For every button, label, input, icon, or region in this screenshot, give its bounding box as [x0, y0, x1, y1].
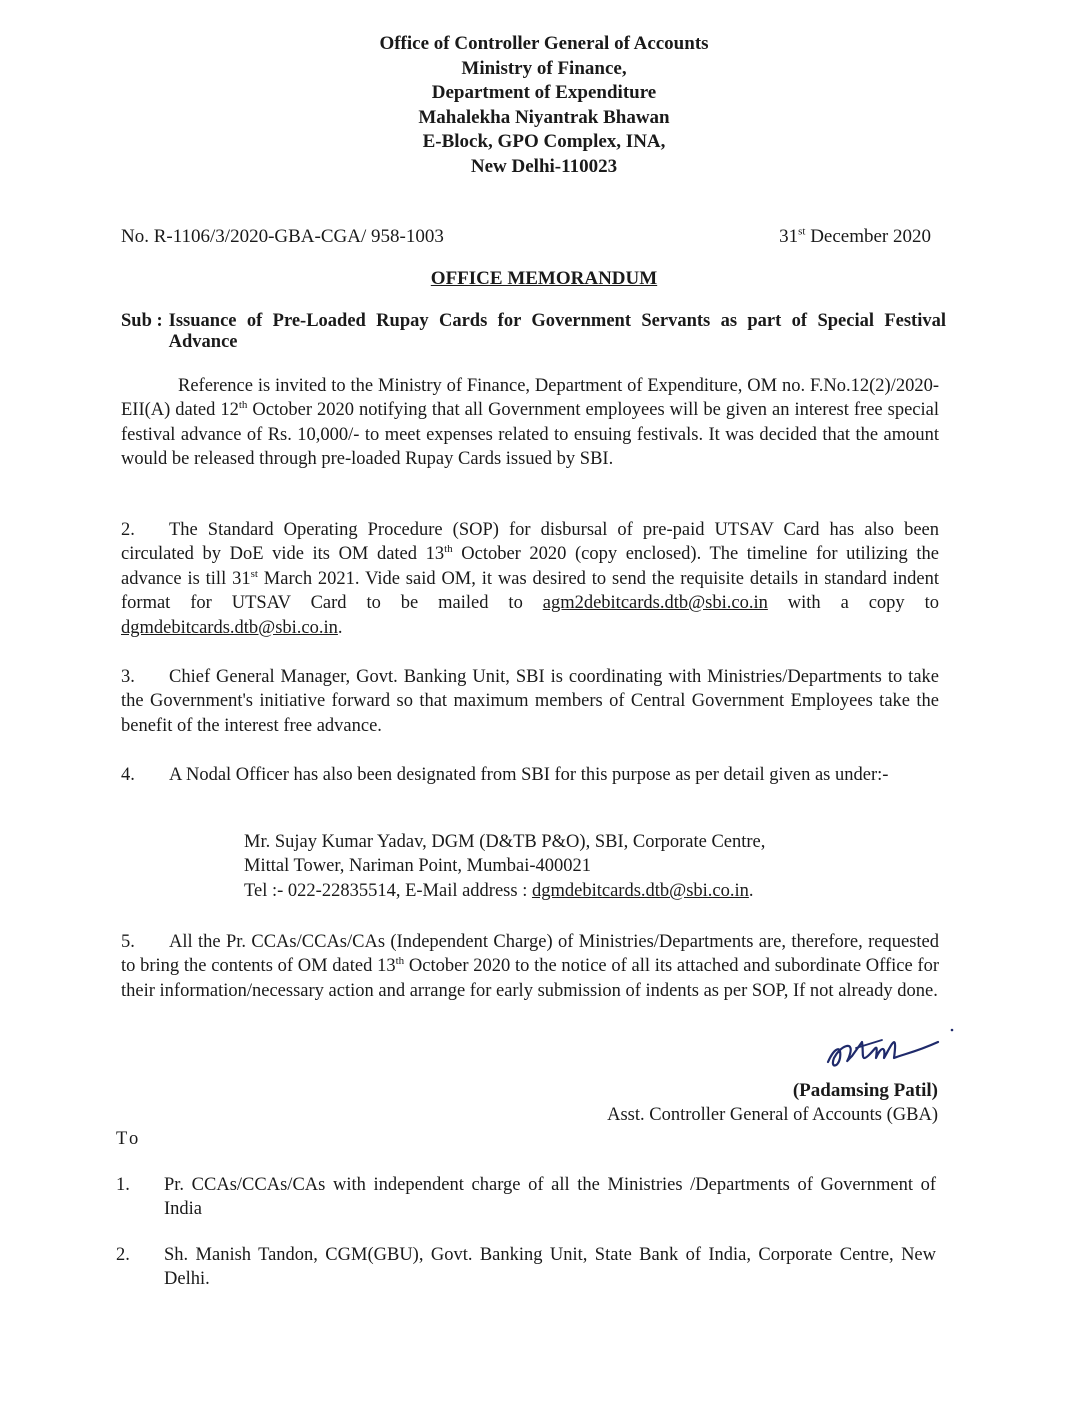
ordinal-suffix: st: [250, 567, 258, 580]
subject-line: [121, 311, 946, 353]
letterhead-line: Department of Expenditure: [431, 82, 657, 103]
date-day: 31: [779, 226, 799, 247]
recipient-text: Pr. CCAs/CCAs/CAs with independent charge of all the Ministries /Departments of Government of India: [164, 1175, 936, 1220]
paragraph-number: 5.: [121, 932, 135, 952]
paragraph-2: [121, 518, 939, 640]
nodal-email-link[interactable]: dgmdebitcards.dtb@sbi.co.in: [531, 880, 749, 901]
paragraph-number: 3.: [121, 667, 135, 687]
paragraph-3: [121, 665, 939, 738]
letterhead-line: E-Block, GPO Complex, INA,: [422, 131, 666, 152]
paragraph-text: Reference is invited to the Ministry of Finance, Department of Expenditure, OM no. F.No.12(2)/2020-EII(A) dated 12: [121, 376, 939, 421]
letterhead: [0, 32, 1088, 179]
nodal-officer-details: [244, 830, 884, 903]
date-suffix: st: [798, 225, 806, 238]
paragraph-text: October 2020 to the notice of all its attached and subordinate Office for their information/necessary action and arrange for early submission of indents as per SOP, If not already done.: [121, 956, 939, 1001]
email-link-dgm[interactable]: dgmdebitcards.dtb@sbi.co.in: [121, 617, 338, 638]
paragraph-text: October 2020 (copy enclosed). The timeline for utilizing the advance is till 31: [121, 544, 939, 589]
paragraph-1: [121, 374, 939, 472]
paragraph-text: March 2021. Vide said OM, it was desired to send the requisite details in standard indent format for UTSAV Card to be mailed to: [121, 568, 939, 614]
paragraph-number: 2.: [121, 520, 135, 540]
paragraph-text: The Standard Operating Procedure (SOP) for disbursal of pre-paid UTSAV Card has also been circulated by DoE vide its OM dated 13: [121, 520, 939, 565]
letterhead-line: Office of Controller General of Accounts: [379, 33, 709, 54]
nodal-period: .: [748, 880, 754, 901]
letterhead-line: New Delhi-110023: [470, 155, 618, 177]
paragraph-number: 4.: [121, 765, 135, 785]
paragraph-text: with a copy to: [767, 593, 939, 614]
paragraph-text: A Nodal Officer has also been designated from SBI for this purpose as per detail given as under:-: [169, 765, 889, 785]
ordinal-suffix: th: [444, 543, 453, 556]
nodal-contact: Tel :- 022-22835514, E-Mail address :: [244, 880, 532, 901]
to-label: To: [116, 1129, 142, 1149]
handwritten-signature: [820, 1018, 960, 1078]
subject-label: Sub :: [121, 311, 163, 331]
paragraph-text: October 2020 notifying that all Government employees will be given an interest free special festival advance of Rs. 10,000/- to meet expenses related to ensuing festivals. It was decided that the amount would be released through pre-loaded Rupay Cards issued by SBI.: [121, 400, 940, 470]
signatory-designation: Asst. Controller General of Accounts (GBA): [607, 1105, 938, 1125]
paragraph-text: Chief General Manager, Govt. Banking Unit, SBI is coordinating with Ministries/Departments to take the Government's initiative forward so that maximum members of Central Government Employees take the benefit of the interest free advance.: [121, 667, 939, 736]
paragraph-text: All the Pr. CCAs/CCAs/CAs (Independent Charge) of Ministries/Departments are, therefore, requested to bring the contents of OM dated 13: [121, 932, 939, 977]
paragraph-text: .: [337, 617, 343, 638]
date-month-year: December 2020: [805, 226, 931, 247]
memo-title: OFFICE MEMORANDUM: [430, 268, 658, 289]
ordinal-suffix: th: [395, 955, 405, 968]
recipient-item: [116, 1243, 936, 1292]
recipient-number: 1.: [116, 1175, 130, 1195]
paragraph-4: [121, 763, 939, 787]
letterhead-line: Ministry of Finance,: [461, 57, 627, 79]
paragraph-5: [121, 930, 939, 1003]
ordinal-suffix: th: [238, 399, 248, 412]
recipient-text: Sh. Manish Tandon, CGM(GBU), Govt. Banking Unit, State Bank of India, Corporate Centre, New Delhi.: [164, 1245, 936, 1290]
nodal-line: Mittal Tower, Nariman Point, Mumbai-400021: [244, 856, 592, 877]
nodal-line: [244, 879, 884, 903]
memo-date: [779, 226, 931, 248]
reference-number: No. R-1106/3/2020-GBA-CGA/ 958-1003: [121, 226, 444, 247]
signatory-name: (Padamsing Patil): [792, 1080, 938, 1101]
email-link-agm[interactable]: agm2debitcards.dtb@sbi.co.in: [542, 593, 768, 614]
nodal-line: Mr. Sujay Kumar Yadav, DGM (D&TB P&O), SBI, Corporate Centre,: [244, 832, 766, 852]
recipient-number: 2.: [116, 1245, 130, 1265]
subject-text: Issuance of Pre-Loaded Rupay Cards for Government Servants as part of Special Festival Advance: [168, 311, 946, 352]
letterhead-line: Mahalekha Niyantrak Bhawan: [418, 106, 670, 128]
recipient-item: [116, 1173, 936, 1222]
